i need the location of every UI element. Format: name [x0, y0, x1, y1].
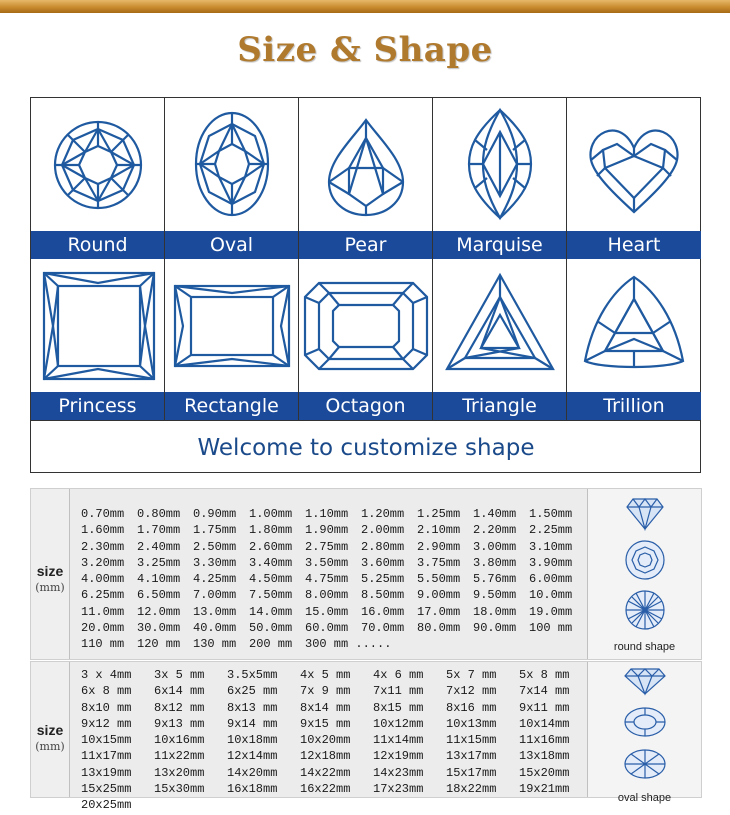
size-value: 7.50mm: [249, 588, 293, 603]
size-value: 12x14mm: [227, 749, 278, 764]
oval-top-view-icon: [623, 706, 667, 738]
size-row: [81, 782, 591, 798]
size-value: 7x 9 mm: [300, 684, 351, 699]
shape-label: Trillion: [567, 392, 701, 420]
size-value: 1.20mm: [361, 507, 405, 521]
top-gold-bar: [0, 0, 730, 13]
size-value: 6.50mm: [137, 588, 181, 603]
shape-label: Rectangle: [165, 392, 298, 420]
size-value: 10.0mm: [529, 588, 573, 603]
size-value: 16x22mm: [300, 782, 351, 797]
size-value: 3.60mm: [361, 555, 405, 570]
size-row: [81, 637, 591, 653]
size-value: 16x18mm: [227, 782, 278, 797]
size-value: 4x 5 mm: [300, 668, 351, 682]
size-value: 13x20mm: [154, 765, 205, 780]
shape-label: Round: [31, 231, 164, 259]
shape-cell-rectangle: [165, 259, 299, 420]
round-size-values: [81, 507, 591, 654]
size-unit: (mm): [35, 581, 65, 594]
size-value: 12.0mm: [137, 604, 181, 619]
size-value: 90.0mm: [473, 621, 517, 636]
size-value: 7x12 mm: [446, 684, 497, 699]
shape-cell-marquise: [433, 98, 567, 259]
size-value: 0.70mm: [81, 507, 125, 521]
page-title: Size & Shape: [237, 30, 493, 70]
pear-cut-icon: [299, 98, 433, 231]
size-value: 1.90mm: [305, 523, 349, 538]
size-row: [81, 588, 591, 604]
shape-label: Oval: [165, 231, 298, 259]
size-value: 4.50mm: [249, 572, 293, 587]
size-value: 4.25mm: [193, 572, 237, 587]
size-value: 8x15 mm: [373, 700, 424, 715]
size-value: 2.40mm: [137, 539, 181, 554]
size-value: 10x16mm: [154, 733, 205, 748]
size-value: 1.75mm: [193, 523, 237, 538]
shape-label: Pear: [299, 231, 432, 259]
size-value: 3.5x5mm: [227, 668, 278, 682]
size-value: 15x17mm: [446, 765, 497, 780]
size-value: 9.50mm: [473, 588, 517, 603]
shape-cell-princess: [31, 259, 165, 420]
size-row: [81, 556, 591, 572]
rectangle-cut-icon: [165, 259, 299, 392]
size-value: 16.0mm: [361, 604, 405, 619]
size-value: 1.80mm: [249, 523, 293, 538]
size-value: 7x14 mm: [519, 684, 570, 699]
size-value: 18x22mm: [446, 782, 497, 797]
size-value: 2.60mm: [249, 539, 293, 554]
size-value: 100 mm: [529, 621, 573, 636]
size-value: 15x30mm: [154, 782, 205, 797]
size-value: 14x20mm: [227, 765, 278, 780]
shape-label: Princess: [31, 392, 164, 420]
size-value: 4.10mm: [137, 572, 181, 587]
round-size-table: [30, 488, 702, 660]
size-value: 9.00mm: [417, 588, 461, 603]
round-cut-icon: [31, 98, 165, 231]
triangle-cut-icon: [433, 259, 567, 392]
size-row: [81, 717, 591, 733]
size-header: [31, 489, 70, 659]
size-value: 10x18mm: [227, 733, 278, 748]
size-value: 200 mm: [249, 637, 293, 652]
size-value: 11x17mm: [81, 749, 132, 764]
size-value: 5.50mm: [417, 572, 461, 587]
oval-cut-icon: [165, 98, 299, 231]
size-value: 3.40mm: [249, 555, 293, 570]
size-value: 110 mm: [81, 637, 125, 652]
size-value: 5.76mm: [473, 572, 517, 587]
size-value: 13x18mm: [519, 749, 570, 764]
princess-cut-icon: [31, 259, 165, 392]
size-value: 5.25mm: [361, 572, 405, 587]
round-top-view-icon: [624, 539, 666, 581]
size-value: 3.50mm: [305, 555, 349, 570]
size-value: 20x25mm: [81, 798, 132, 813]
octagon-cut-icon: [299, 259, 433, 392]
size-value: 10x20mm: [300, 733, 351, 748]
shape-label: Triangle: [433, 392, 566, 420]
size-value: 12x19mm: [373, 749, 424, 764]
size-value: 3.00mm: [473, 539, 517, 554]
round-shape-icons: [587, 489, 701, 659]
size-value: 9x12 mm: [81, 716, 132, 731]
size-value: 10x13mm: [446, 716, 497, 731]
size-value: 8.50mm: [361, 588, 405, 603]
size-value: 8.00mm: [305, 588, 349, 603]
size-value: 7x11 mm: [373, 684, 424, 699]
size-value: 50.0mm: [249, 621, 293, 636]
customize-banner: Welcome to customize shape: [31, 420, 701, 473]
size-value: 3.80mm: [473, 555, 517, 570]
size-value: 2.00mm: [361, 523, 405, 538]
size-value: 3.25mm: [137, 555, 181, 570]
size-value: 1.10mm: [305, 507, 349, 521]
size-label: size: [36, 563, 64, 579]
heart-cut-icon: [567, 98, 701, 231]
size-value: 11x14mm: [373, 733, 424, 748]
shape-cell-oval: [165, 98, 299, 259]
size-value: 12x18mm: [300, 749, 351, 764]
size-value: 15x25mm: [81, 782, 132, 797]
size-value: 10x15mm: [81, 733, 132, 748]
size-row: [81, 668, 591, 684]
size-value: 4.75mm: [305, 572, 349, 587]
size-row: [81, 523, 591, 539]
size-value: 2.30mm: [81, 539, 125, 554]
size-value: 7.00mm: [193, 588, 237, 603]
size-value: 13x17mm: [446, 749, 497, 764]
size-value: 17.0mm: [417, 604, 461, 619]
size-value: 3 x 4mm: [81, 668, 132, 682]
size-value: 1.00mm: [249, 507, 293, 521]
size-value: 300 mm .....: [305, 637, 392, 652]
size-unit: (mm): [35, 740, 65, 753]
shape-label: Heart: [567, 231, 701, 259]
size-value: 10x14mm: [519, 716, 570, 731]
size-value: 3x 5 mm: [154, 668, 205, 682]
size-row: [81, 749, 591, 765]
size-value: 1.40mm: [473, 507, 517, 521]
size-value: 15.0mm: [305, 604, 349, 619]
size-value: 2.80mm: [361, 539, 405, 554]
size-value: 5x 8 mm: [519, 668, 570, 682]
size-value: 8x10 mm: [81, 700, 132, 715]
size-value: 8x12 mm: [154, 700, 205, 715]
size-row: [81, 733, 591, 749]
size-row: [81, 572, 591, 588]
oval-side-view-icon: [623, 666, 667, 696]
size-value: 2.10mm: [417, 523, 461, 538]
shape-cell-trillion: [567, 259, 701, 420]
shape-label: Octagon: [299, 392, 432, 420]
size-row: [81, 540, 591, 556]
size-value: 30.0mm: [137, 621, 181, 636]
oval-shape-icons: [587, 662, 701, 804]
size-value: 5x 7 mm: [446, 668, 497, 682]
size-value: 120 mm: [137, 637, 181, 652]
size-row: [81, 684, 591, 700]
oval-bottom-view-icon: [623, 748, 667, 780]
size-value: 60.0mm: [305, 621, 349, 636]
marquise-cut-icon: [433, 98, 567, 231]
size-value: 8x14 mm: [300, 700, 351, 715]
size-value: 15x20mm: [519, 765, 570, 780]
round-side-view-icon: [625, 495, 665, 531]
shape-cell-heart: [567, 98, 701, 259]
size-value: 13.0mm: [193, 604, 237, 619]
size-value: 19.0mm: [529, 604, 573, 619]
size-value: 10x12mm: [373, 716, 424, 731]
size-value: 2.25mm: [529, 523, 573, 538]
size-value: 11x15mm: [446, 733, 497, 748]
size-value: 17x23mm: [373, 782, 424, 797]
size-row: [81, 621, 591, 637]
shape-label: Marquise: [433, 231, 566, 259]
size-value: 0.90mm: [193, 507, 237, 521]
size-value: 6.00mm: [529, 572, 573, 587]
shape-grid: [30, 97, 701, 473]
shape-cell-octagon: [299, 259, 433, 420]
size-value: 6x25 mm: [227, 684, 278, 699]
size-row: [81, 798, 591, 814]
size-row: [81, 507, 591, 523]
round-bottom-view-icon: [624, 589, 666, 631]
oval-shape-caption: oval shape: [617, 792, 672, 804]
size-value: 6x14 mm: [154, 684, 205, 699]
size-value: 40.0mm: [193, 621, 237, 636]
oval-size-values: [81, 668, 591, 815]
size-value: 3.30mm: [193, 555, 237, 570]
size-value: 3.75mm: [417, 555, 461, 570]
size-value: 1.60mm: [81, 523, 125, 538]
size-value: 11x22mm: [154, 749, 205, 764]
size-value: 2.90mm: [417, 539, 461, 554]
size-value: 9x14 mm: [227, 716, 278, 731]
size-value: 3.20mm: [81, 555, 125, 570]
size-value: 4x 6 mm: [373, 668, 424, 682]
shape-cell-triangle: [433, 259, 567, 420]
size-row: [81, 605, 591, 621]
size-value: 2.50mm: [193, 539, 237, 554]
size-value: 1.70mm: [137, 523, 181, 538]
size-row: [81, 766, 591, 782]
size-value: 14x23mm: [373, 765, 424, 780]
trillion-cut-icon: [567, 259, 701, 392]
round-shape-caption: round shape: [613, 641, 676, 653]
oval-size-table: [30, 661, 702, 813]
size-value: 2.75mm: [305, 539, 349, 554]
size-row: [81, 701, 591, 717]
size-value: 3.10mm: [529, 539, 573, 554]
size-value: 20.0mm: [81, 621, 125, 636]
size-value: 9x11 mm: [519, 700, 570, 715]
size-value: 4.00mm: [81, 572, 125, 587]
size-value: 1.50mm: [529, 507, 573, 521]
size-value: 9x13 mm: [154, 716, 205, 731]
size-value: 80.0mm: [417, 621, 461, 636]
size-value: 11x16mm: [519, 733, 570, 748]
size-value: 8x16 mm: [446, 700, 497, 715]
size-value: 8x13 mm: [227, 700, 278, 715]
size-value: 0.80mm: [137, 507, 181, 521]
size-value: 14x22mm: [300, 765, 351, 780]
size-label: size: [36, 722, 64, 738]
size-value: 18.0mm: [473, 604, 517, 619]
size-value: 19x21mm: [519, 782, 570, 797]
size-header: [31, 662, 70, 797]
size-value: 1.25mm: [417, 507, 461, 521]
shape-cell-pear: [299, 98, 433, 259]
size-value: 6x 8 mm: [81, 684, 132, 699]
size-value: 2.20mm: [473, 523, 517, 538]
size-value: 9x15 mm: [300, 716, 351, 731]
size-value: 70.0mm: [361, 621, 405, 636]
size-value: 13x19mm: [81, 765, 132, 780]
size-value: 130 mm: [193, 637, 237, 652]
size-value: 6.25mm: [81, 588, 125, 603]
shape-cell-round: [31, 98, 165, 259]
size-value: 14.0mm: [249, 604, 293, 619]
size-value: 11.0mm: [81, 604, 125, 619]
size-value: 3.90mm: [529, 555, 573, 570]
